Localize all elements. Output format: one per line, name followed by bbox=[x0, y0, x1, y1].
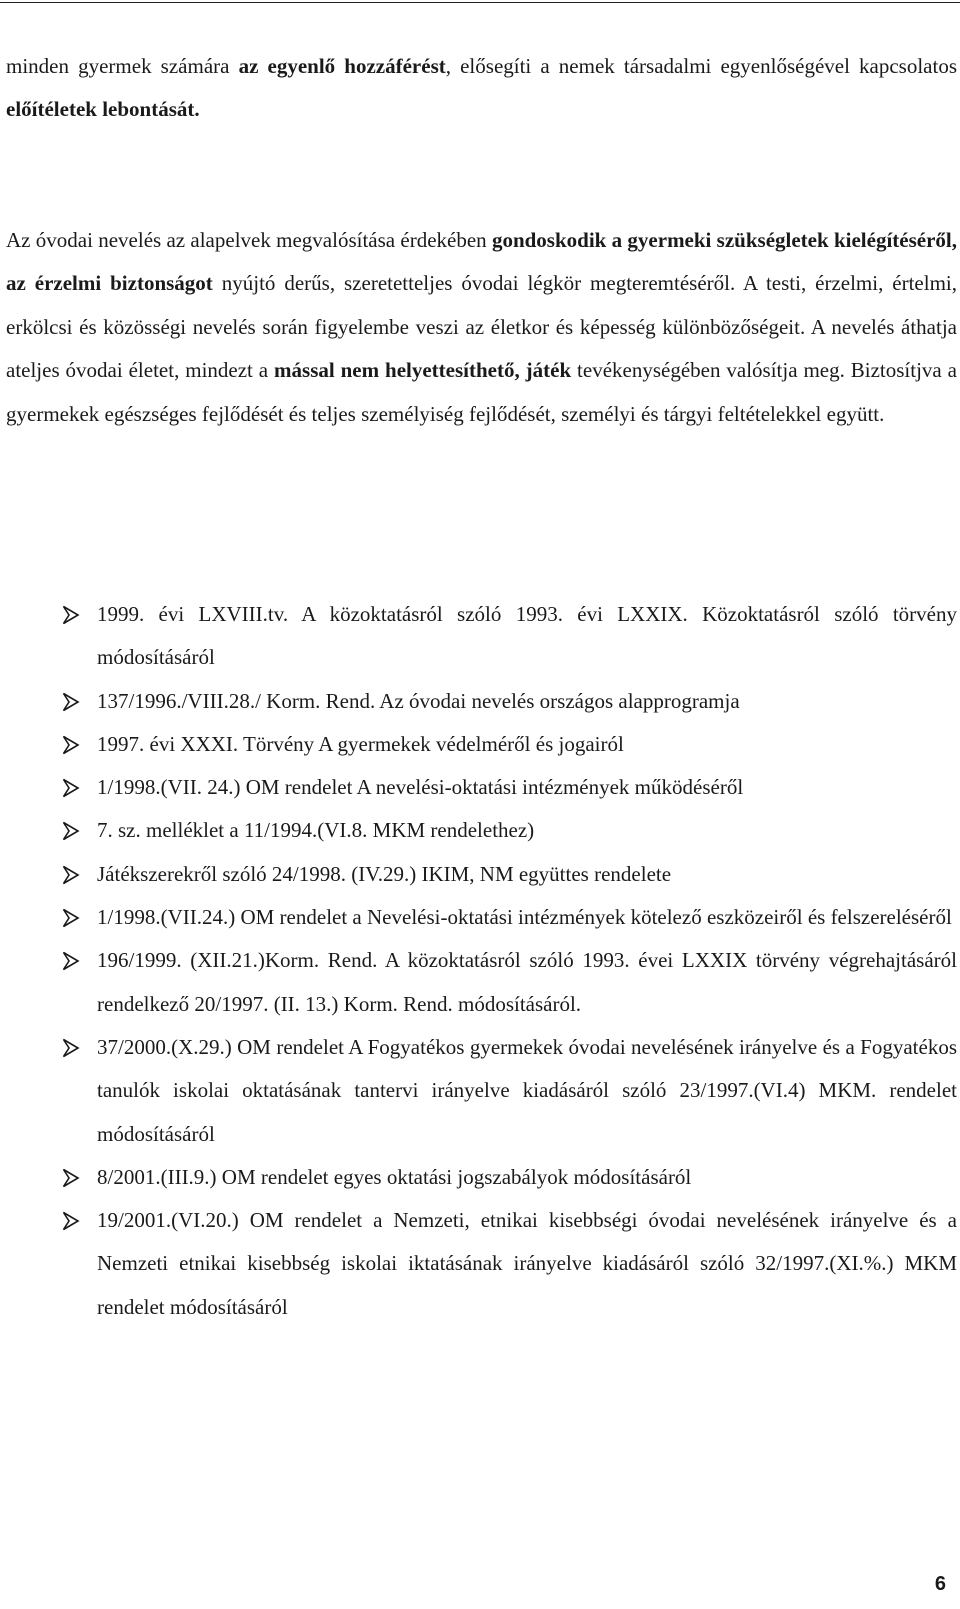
arrowhead-bullet-icon bbox=[62, 865, 80, 885]
bold-phrase: az egyenlő hozzáférést bbox=[238, 54, 446, 78]
arrowhead-bullet-icon bbox=[62, 778, 80, 798]
reference-text: 1/1998.(VII. 24.) OM rendelet A nevelési-oktatási intézmények működéséről bbox=[97, 775, 744, 800]
arrowhead-bullet-icon bbox=[62, 1168, 80, 1188]
reference-item bbox=[0, 1156, 957, 1199]
arrowhead-bullet-icon bbox=[62, 821, 80, 841]
reference-item bbox=[0, 1199, 957, 1329]
bold-phrase: előítéletek lebontását. bbox=[6, 97, 200, 122]
reference-text: Játékszerekről szóló 24/1998. (IV.29.) IKIM, NM együttes rendelete bbox=[97, 861, 672, 886]
reference-item bbox=[0, 766, 957, 809]
reference-text: 37/2000.(X.29.) OM rendelet A Fogyatékos gyermekek óvodai nevelésének irányelve és a Fogyatékos tanulók iskolai oktatásának tantervi irányelve kiadásáról szóló 23/1997.(VI.4) MKM. rendelet módosításáról bbox=[97, 1034, 957, 1146]
paragraph-text: nyújtó derűs, szeretetteljes óvodai légkör megteremtéséről. A testi, érzelmi, értelmi, erkölcsi és közösségi nevelés során figyelembe veszi az életkor és képesség különbözőségeit. A nevelés áthatja ateljes óvodai életet, mindezt a bbox=[6, 271, 957, 383]
arrowhead-bullet-icon bbox=[62, 735, 80, 755]
arrowhead-bullet-icon bbox=[62, 1038, 80, 1058]
reference-text: 7. sz. melléklet a 11/1994.(VI.8. MKM rendelethez) bbox=[97, 818, 535, 843]
reference-item bbox=[0, 809, 957, 852]
paragraph-text: , elősegíti a nemek társadalmi egyenlőségével kapcsolatos bbox=[445, 54, 958, 78]
paragraph-equal-access bbox=[6, 45, 957, 132]
paragraph-text: tevékenységében valósítja meg. Biztosítjva a gyermekek egészséges fejlődését és teljes személyiség fejlődését, személyi és tárgyi feltételekkel együtt. bbox=[6, 358, 957, 426]
arrowhead-bullet-icon bbox=[62, 1211, 80, 1231]
reference-item bbox=[0, 896, 957, 939]
reference-item bbox=[0, 680, 957, 723]
reference-text: 1997. évi XXXI. Törvény A gyermekek védelméről és jogairól bbox=[97, 731, 624, 756]
header-rule bbox=[0, 2, 960, 3]
paragraph-text: Az óvodai nevelés az alapelvek megvalósítása érdekében bbox=[6, 228, 492, 252]
bold-phrase: mással nem helyettesíthető, játék bbox=[274, 358, 572, 383]
reference-item bbox=[0, 939, 957, 1026]
reference-item bbox=[0, 593, 957, 680]
paragraph-kindergarten-education bbox=[6, 219, 957, 436]
reference-text: 1/1998.(VII.24.) OM rendelet a Nevelési-oktatási intézmények kötelező eszközeiről és felszereléséről bbox=[97, 905, 952, 930]
reference-text: 196/1999. (XII.21.)Korm. Rend. A közoktatásról szóló 1993. évei LXXIX törvény végrehajtásáról rendelkező 20/1997. (II. 13.) Korm. Rend. módosításáról. bbox=[97, 948, 957, 1016]
arrowhead-bullet-icon bbox=[62, 692, 80, 712]
reference-item bbox=[0, 723, 957, 766]
arrowhead-bullet-icon bbox=[62, 951, 80, 971]
reference-item bbox=[0, 853, 957, 896]
reference-text: 19/2001.(VI.20.) OM rendelet a Nemzeti, etnikai kisebbségi óvodai nevelésének irányelve és a Nemzeti etnikai kisebbség iskolai iktatásának irányelve kiadásáról szóló 32/1997.(XI.%.) MKM rendelet módosításáról bbox=[97, 1208, 957, 1319]
arrowhead-bullet-icon bbox=[62, 605, 80, 625]
page-number: 6 bbox=[934, 1573, 946, 1595]
bold-phrase: gondoskodik a gyermeki szükségletek kielégítéséről, az érzelmi biztonságot bbox=[6, 228, 957, 296]
reference-text: 137/1996./VIII.28./ Korm. Rend. Az óvodai nevelés országos alapprogramja bbox=[97, 688, 740, 713]
arrowhead-bullet-icon bbox=[62, 908, 80, 928]
legal-references-list bbox=[0, 593, 957, 1329]
paragraph-text: minden gyermek számára bbox=[6, 54, 239, 78]
reference-text: 1999. évi LXVIII.tv. A közoktatásról szóló 1993. évi LXXIX. Közoktatásról szóló törvény módosításáról bbox=[97, 602, 957, 670]
reference-item bbox=[0, 1026, 957, 1156]
reference-text: 8/2001.(III.9.) OM rendelet egyes oktatási jogszabályok módosításáról bbox=[97, 1164, 692, 1189]
